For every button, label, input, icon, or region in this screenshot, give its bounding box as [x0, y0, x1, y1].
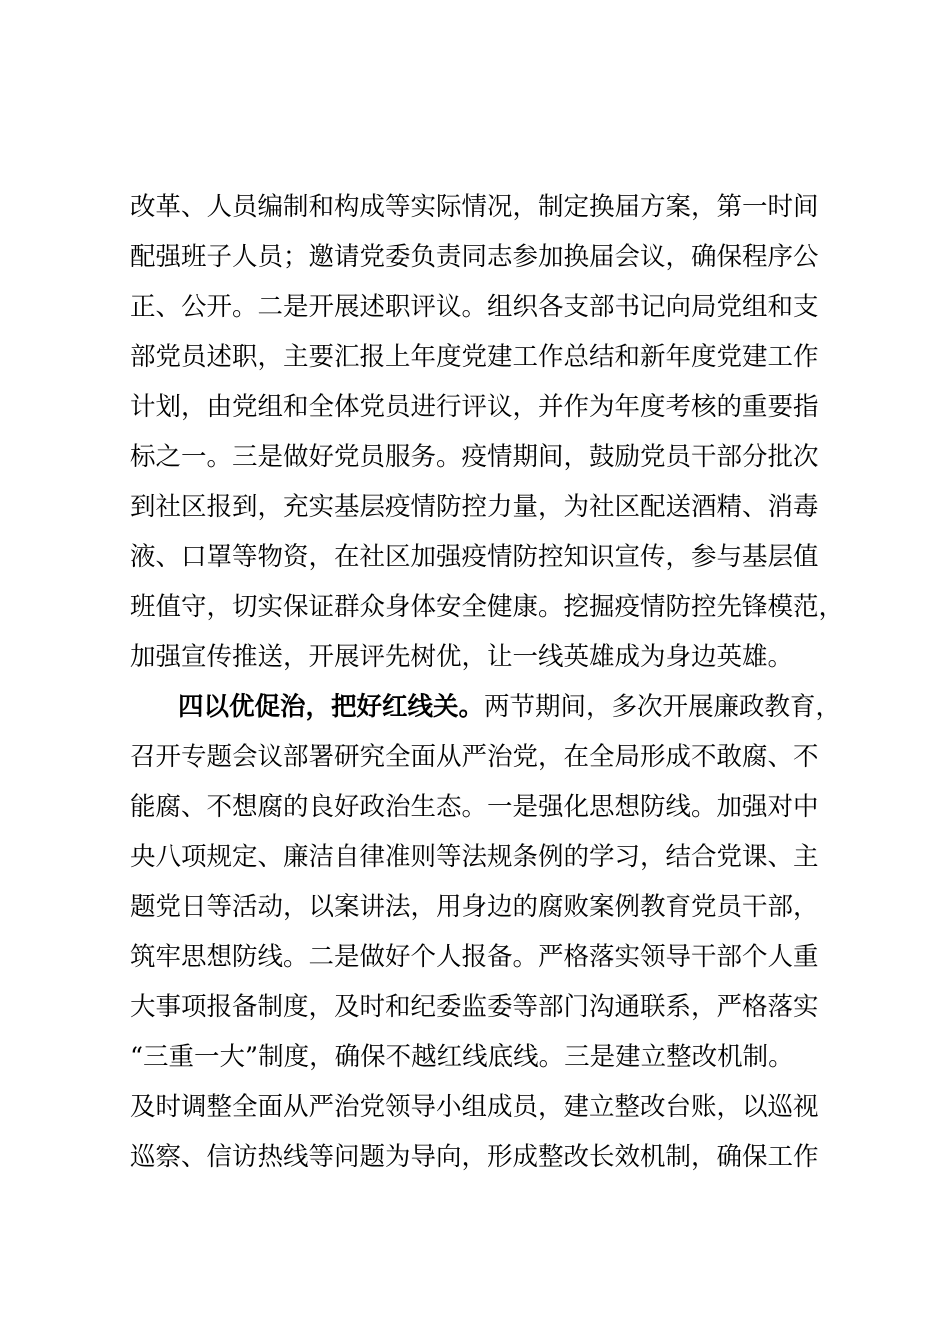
text-line: 正、公开。二是开展述职评议。组织各支部书记向局党组和支 [130, 292, 819, 322]
text-line: 液、口罩等物资，在社区加强疫情防控知识宣传，参与基层值 [130, 542, 819, 572]
paragraph-2 [130, 682, 842, 1182]
text-line: 标之一。三是做好党员服务。疫情期间，鼓励党员干部分批次 [130, 442, 819, 472]
text-line: 配强班子人员；邀请党委负责同志参加换届会议，确保程序公 [130, 242, 819, 272]
text-line: 筑牢思想防线。二是做好个人报备。严格落实领导干部个人重 [130, 942, 819, 972]
document-body [130, 182, 845, 1182]
text-line: 改革、人员编制和构成等实际情况，制定换届方案，第一时间 [130, 192, 819, 222]
text-line: 巡察、信访热线等问题为导向，形成整改长效机制，确保工作 [130, 1142, 819, 1172]
text-line: 及时调整全面从严治党领导小组成员，建立整改台账，以巡视 [130, 1092, 819, 1122]
text-line: 计划，由党组和全体党员进行评议，并作为年度考核的重要指 [130, 392, 819, 422]
text-line: 题党日等活动，以案讲法，用身边的腐败案例教育党员干部， [130, 892, 819, 922]
text-line-first [130, 682, 842, 732]
text-line: 到社区报到，充实基层疫情防控力量，为社区配送酒精、消毒 [130, 492, 819, 522]
text-line: 部党员述职，主要汇报上年度党建工作总结和新年度党建工作 [130, 342, 819, 372]
heading-continuation: 两节期间，多次开展廉政教育， [484, 692, 842, 722]
text-line: 能腐、不想腐的良好政治生态。一是强化思想防线。加强对中 [130, 792, 819, 822]
section-heading: 四以优促治，把好红线关。 [178, 692, 485, 722]
text-line: 央八项规定、廉洁自律准则等法规条例的学习，结合党课、主 [130, 842, 819, 872]
text-line: 召开专题会议部署研究全面从严治党，在全局形成不敢腐、不 [130, 742, 819, 772]
text-line: “三重一大”制度，确保不越红线底线。三是建立整改机制。 [130, 1042, 794, 1072]
text-line: 加强宣传推送，开展评先树优，让一线英雄成为身边英雄。 [130, 642, 794, 672]
text-line: 大事项报备制度，及时和纪委监委等部门沟通联系，严格落实 [130, 992, 819, 1022]
text-line: 班值守，切实保证群众身体安全健康。挖掘疫情防控先锋模范， [130, 592, 845, 622]
paragraph-1 [130, 182, 845, 682]
